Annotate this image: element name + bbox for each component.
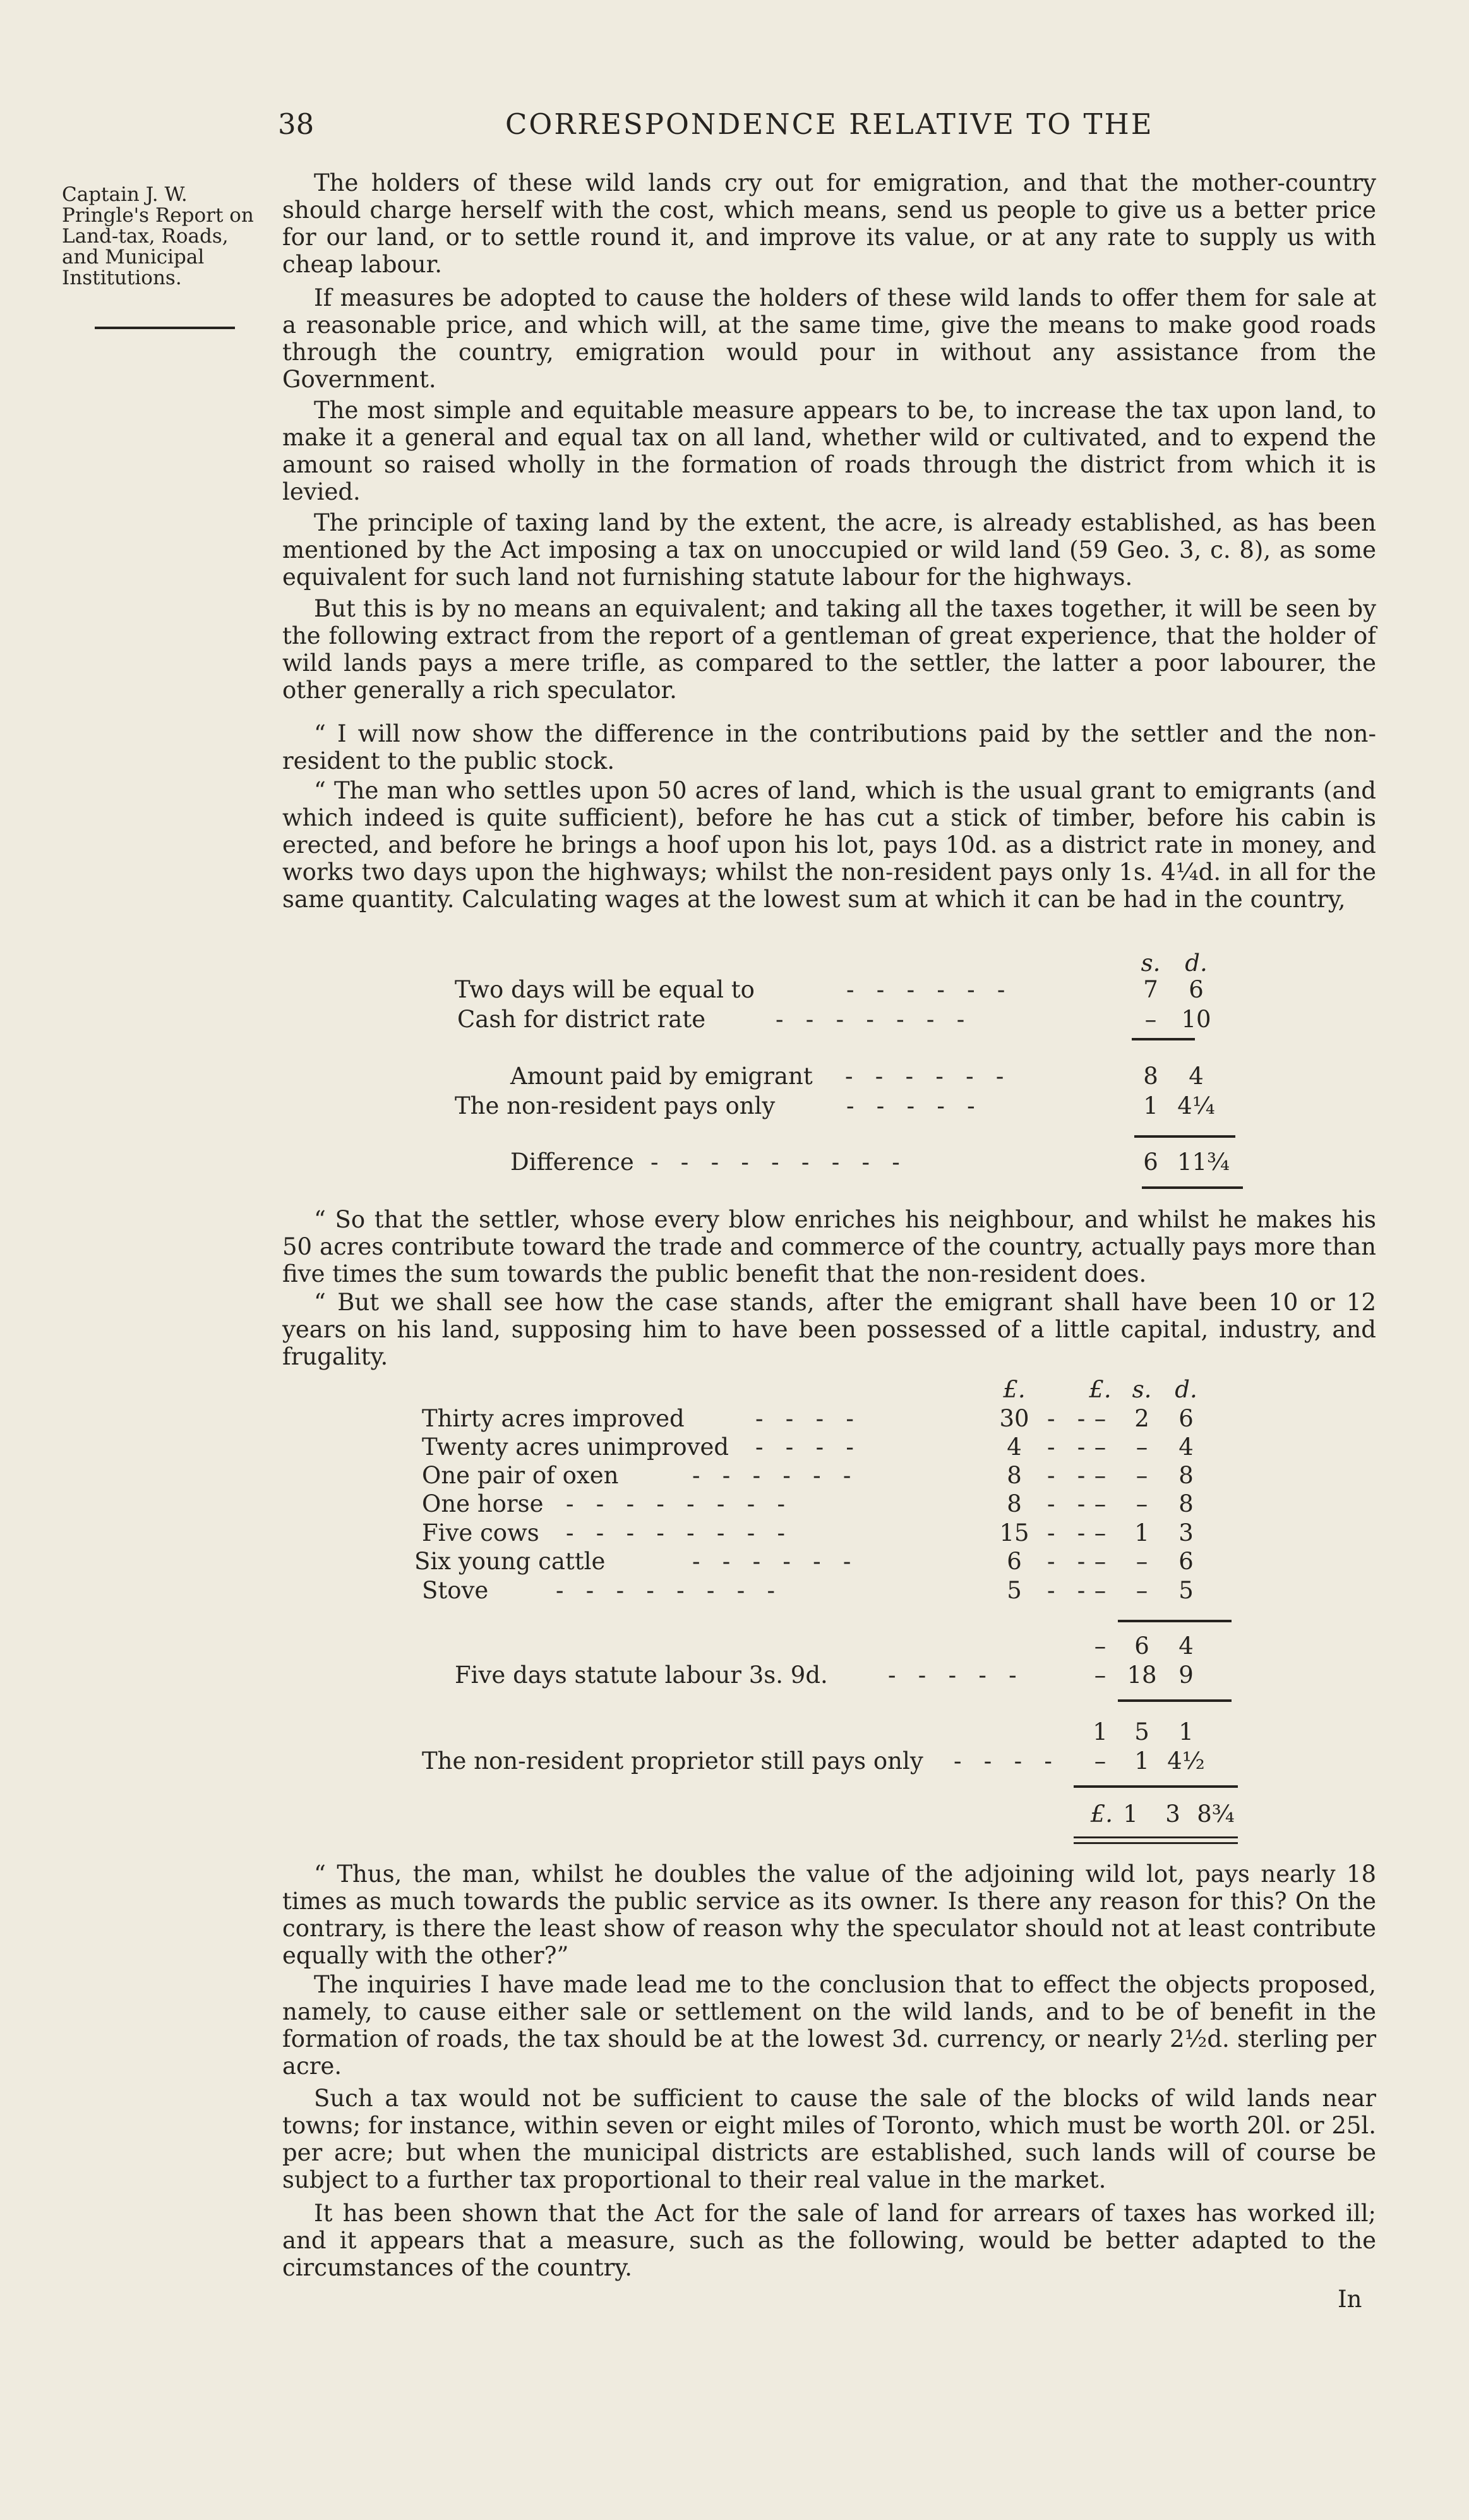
sum-rule <box>1074 1785 1238 1788</box>
paragraph: “ But we shall see how the case stands, after the emigrant shall have been 10 or 12 years on his land, supposing him to have been possessed of a little capital, industry, and frugality. <box>282 1289 1376 1370</box>
paragraph: If measures be adopted to cause the holders of these wild lands to offer them for sale at a reasonable price, and which will, at the same time, give the means to make good roads through the country, emigration would pour in without any assistance from the Government. <box>282 284 1376 393</box>
page-number: 38 <box>278 107 315 141</box>
margin-note-rule <box>95 327 235 329</box>
table-row: The non-resident pays only - - - - - 1 4¼ <box>455 1092 1215 1119</box>
paragraph: Such a tax would not be sufficient to cause the sale of the blocks of wild lands near towns; for instance, within seven or eight miles of Toronto, which must be worth 20l. or 25l. per acre; but when the municipal districts are established, such lands will of course be subject to a further tax proportional to their real value in the market. <box>282 2085 1376 2193</box>
col-header-s: s. <box>1132 1376 1152 1403</box>
table-row: Twenty acres unimproved - - - - 4 - - – – 4 <box>422 1433 1194 1461</box>
running-head: CORRESPONDENCE RELATIVE TO THE <box>505 107 1154 141</box>
col-header-l: £. <box>1089 1376 1112 1403</box>
table-row: Six young cattle - - - - - - 6 - - – – 6 <box>414 1548 1194 1575</box>
subtotal-row: 1 5 1 <box>1093 1718 1194 1745</box>
table-row: Thirty acres improved - - - - 30 - - – 2 6 <box>422 1405 1194 1432</box>
table-row: Cash for district rate - - - - - - - – 10 <box>457 1006 1211 1033</box>
table-row: The non-resident proprietor still pays only - - - - – 1 4½ <box>422 1747 1205 1775</box>
catchword: In <box>1338 2286 1362 2313</box>
col-header-pence: d. <box>1185 950 1208 977</box>
table-row: Difference - - - - - - - - - 6 11¾ <box>510 1148 1230 1176</box>
paragraph: “ So that the settler, whose every blow enriches his neighbour, and whilst he makes his 50 acres contribute toward the trade and commerce of the country, actually pays more than five times the sum towards the public benefit that the non-resident does. <box>282 1206 1376 1287</box>
table-row: Two days will be equal to - - - - - - 7 6 <box>455 976 1204 1003</box>
subtotal-row: – 6 4 <box>1094 1632 1194 1660</box>
table-row: Amount paid by emigrant - - - - - - 8 4 <box>510 1063 1204 1090</box>
sum-rule <box>1134 1135 1235 1138</box>
paragraph: “ Thus, the man, whilst he doubles the value of the adjoining wild lot, pays nearly 18 times as much towards the public service as its owner. Is there any reason for this? On the contrary, is there the least show of reason why the speculator should not at least contribute equally with the other?” <box>282 1860 1376 1969</box>
col-header-d: d. <box>1175 1376 1197 1403</box>
page-header <box>278 107 1377 145</box>
table-row: One pair of oxen - - - - - - 8 - - – – 8 <box>422 1462 1194 1489</box>
paragraph: “ The man who settles upon 50 acres of land, which is the usual grant to emigrants (and which indeed is quite sufficient), before he has cut a stick of timber, before his cabin is erected, and before he brings a hoof upon his lot, pays 10d. as a district rate in money, and works two days upon the highways; whilst the non-resident pays only 1s. 4¼d. in all for the same quantity. Calculating wages at the lowest sum at which it can be had in the country, <box>282 777 1376 913</box>
paragraph: But this is by no means an equivalent; and taking all the taxes together, it will be seen by the following extract from the report of a gentleman of great experience, that the holder of wild lands pays a mere trifle, as compared to the settler, the latter a poor labourer, the other generally a rich speculator. <box>282 595 1376 704</box>
table-row: Five days statute labour 3s. 9d. - - - - - – 18 9 <box>455 1661 1194 1689</box>
total-rule <box>1142 1186 1243 1189</box>
paragraph: It has been shown that the Act for the sale of land for arrears of taxes has worked ill; and it appears that a measure, such as the following, would be better adapted to the circumstances of the country. <box>282 2200 1376 2281</box>
col-header-pounds: £. <box>1003 1376 1026 1403</box>
sum-rule <box>1132 1038 1195 1040</box>
table-row: Five cows - - - - - - - - 15 - - – 1 3 <box>422 1519 1194 1546</box>
total-row: £. 1 3 8¾ <box>1090 1800 1235 1828</box>
table-row: One horse - - - - - - - - 8 - - – – 8 <box>422 1490 1194 1517</box>
paragraph: The holders of these wild lands cry out for emigration, and that the mother-country should charge herself with the cost, which means, send us people to give us a better price for our land, or to settle round it, and improve its value, or at any rate to supply us with cheap labour. <box>282 169 1376 278</box>
sum-rule <box>1118 1620 1232 1622</box>
paragraph: The principle of taxing land by the extent, the acre, is already established, as has been mentioned by the Act imposing a tax on unoccupied or wild land (59 Geo. 3, c. 8), as some equivalent for such land not furnishing statute labour for the highways. <box>282 509 1376 591</box>
sum-rule <box>1118 1699 1232 1702</box>
paragraph: The inquiries I have made lead me to the conclusion that to effect the objects proposed, namely, to cause either sale or settlement on the wild lands, and to be of benefit in the formation of roads, the tax should be at the lowest 3d. currency, or nearly 2½d. sterling per acre. <box>282 1971 1376 2080</box>
total-rule <box>1074 1836 1238 1844</box>
margin-note: Captain J. W. Pringle's Report on Land-tax, Roads, and Municipal Institutions. <box>62 183 254 289</box>
col-header-shillings: s. <box>1141 950 1161 977</box>
paragraph: “ I will now show the difference in the contributions paid by the settler and the non-resident to the public stock. <box>282 720 1376 775</box>
paragraph: The most simple and equitable measure appears to be, to increase the tax upon land, to make it a general and equal tax on all land, whether wild or cultivated, and to expend the amount so raised wholly in the formation of roads through the district from which it is levied. <box>282 397 1376 505</box>
table-row: Stove - - - - - - - - 5 - - – – 5 <box>422 1577 1194 1604</box>
